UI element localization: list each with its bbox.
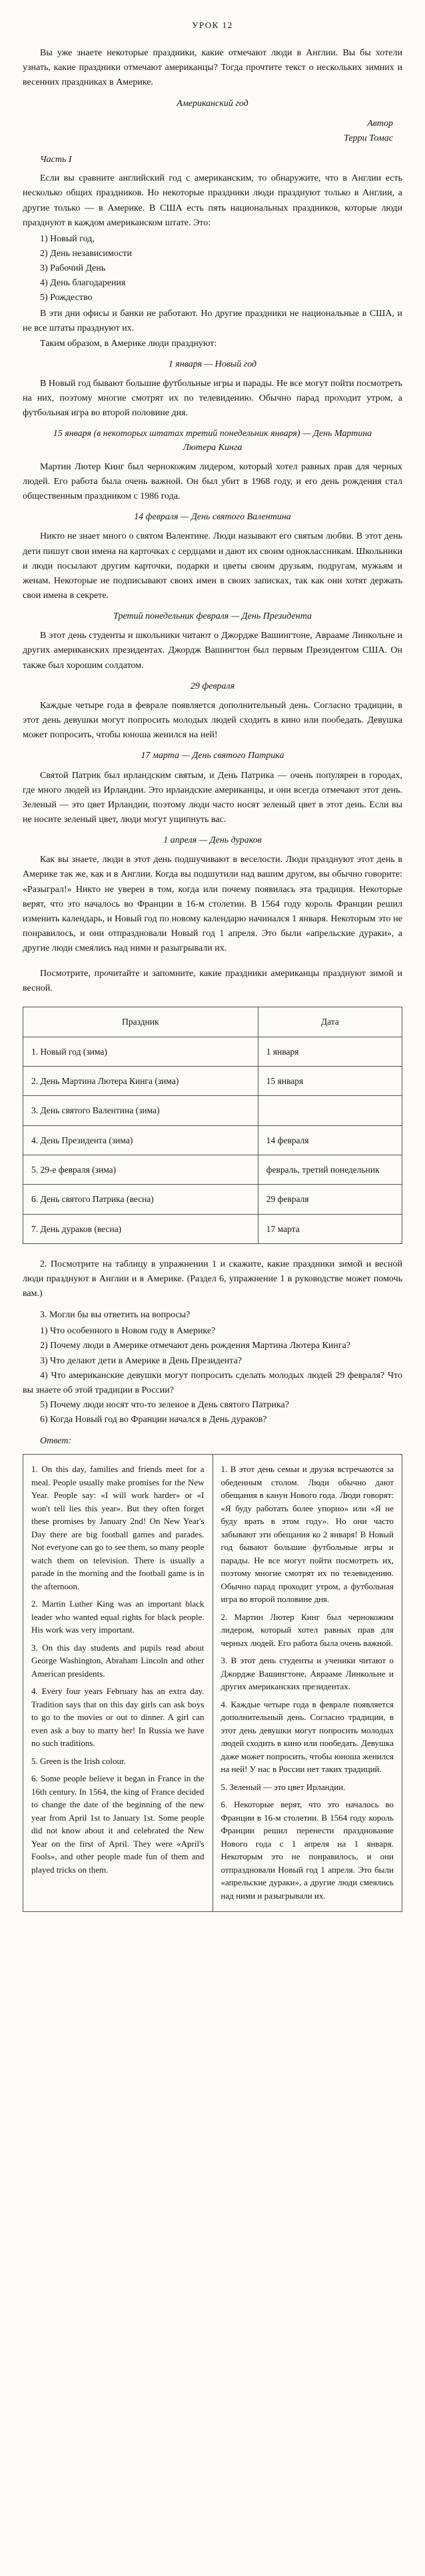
date-cell: 14 февраля: [258, 1125, 402, 1155]
table-row: [23, 1125, 402, 1155]
question-item: 4) Что американские девушки могут попросить сделать молодых людей 29 февраля? Что вы знаете об этой традиции в России?: [23, 1370, 402, 1395]
paragraph-february-29: Каждые четыре года в феврале появляется дополнительный день. Согласно традиции, в этот день девушки могут попросить молодых людей сходить в кино или пообедать. Девушка может попросить, чтобы юноша женился на ней!: [23, 700, 402, 741]
answer-paragraph-en: 4. Every four years February has an extra day. Tradition says that on this day girls can ask boys to go to the movies or out to dinner. A girl can even ask a boy to marry her! In Russia we have no such traditions.: [31, 1686, 205, 1749]
task-paragraph: Посмотрите, прочитайте и запомните, какие праздники американцы празднуют зимой и весной.: [23, 969, 402, 994]
date-heading-new-year: 1 января — Новый год: [168, 359, 257, 369]
holiday-cell: 6. День святого Патрика (весна): [23, 1185, 258, 1214]
table-header-date: Дата: [258, 1007, 402, 1037]
answer-paragraph-ru: 6. Некоторые верят, что это началось во Франции в 16-м столетии. В 1564 году король Франции решил перенести празднование Нового года с 1 апреля на 1 января. Некоторым это не понравилось, и они отпраздновали Новый год 1 апреля. Это были «апрельские дураки», а другие люди смеялись над ними и разыгрывали их.: [220, 1799, 394, 1901]
date-cell: [258, 1096, 402, 1125]
date-cell: 15 января: [258, 1066, 402, 1095]
holiday-cell: 5. 29-е февраля (зима): [23, 1155, 258, 1184]
intro-paragraph: Вы уже знаете некоторые праздники, какие отмечают люди в Англии. Вы бы хотели узнать, какие праздники отмечают американцы? Тогда прочтите текст о нескольких зимних и весенних праздниках в Америке.: [23, 47, 402, 87]
date-heading-presidents-day: Третий понедельник февраля — День Президента: [113, 611, 312, 621]
holiday-cell: 3. День святого Валентина (зима): [23, 1096, 258, 1125]
paragraph-presidents-day: В этот день студенты и школьники читают о Джордже Вашингтоне, Аврааме Линкольне и других американских президентах. Джордж Вашингтон был первым Президентом США. Он также был хорошим солдатом.: [23, 631, 402, 671]
date-cell: февраль, третий понедельник: [258, 1155, 402, 1184]
doc-title: Американский год: [177, 98, 248, 109]
author-block: [23, 117, 402, 146]
paragraph-compare-years: Если вы сравните английский год с американским, то обнаружите, что в Англии есть несколько общих праздников. Но некоторые праздники люди празднуют только в Англии, а другие только — в Америке. В США есть пять национальных праздников, которые люди празднуют в каждом американском штате. Это:: [23, 173, 402, 228]
date-cell: 1 января: [258, 1037, 402, 1066]
author-name: Терри Томас: [344, 133, 393, 144]
date-heading-february-29: 29 февраля: [190, 681, 235, 691]
list-item-independence-day: 2) День независимости: [40, 248, 132, 259]
holiday-cell: 2. День Мартина Лютера Кинга (зима): [23, 1066, 258, 1095]
part-label: Часть I: [40, 155, 72, 165]
table-row: [23, 1037, 402, 1066]
lesson-header: УРОК 12: [192, 20, 233, 30]
holiday-cell: 1. Новый год (зима): [23, 1037, 258, 1066]
question-item: 1) Что особенного в Новом году в Америке?: [40, 1326, 216, 1337]
answer-paragraph-en: 2. Martin Luther King was an important black leader who wanted equal rights for black people. His work was very important.: [31, 1599, 205, 1635]
question-item: 3) Что делают дети в Америке в День Президента?: [40, 1355, 242, 1366]
table-header-holiday: Праздник: [23, 1007, 258, 1037]
answer-paragraph-ru: 3. В этот день студенты и ученики читают о Джордже Вашингтоне, Аврааме Линкольне и других американских президентах.: [220, 1655, 394, 1692]
answer-paragraph-en: 1. On this day, families and friends meet for a meal. People usually make promises for the New Year. People say: «I will work harder» or «I won't tell lies this year». But they often forget these promises by January 2nd! On New Year's Day there are big football games and parades. Not everyone can go to see them, so many people watch them on television. There is usually a parade in the morning and the football game is in the afternoon.: [31, 1464, 205, 1591]
question-item: 5) Почему люди носят что-то зеленое в День святого Патрика?: [40, 1399, 289, 1410]
answers-russian-column: [212, 1455, 402, 1912]
answer-paragraph-en: 5. Green is the Irish colour.: [31, 1755, 126, 1766]
answers-english-column: [23, 1455, 213, 1912]
list-item-labor-day: 3) Рабочий День: [40, 263, 106, 273]
answer-paragraph-ru: 2. Мартин Лютер Кинг был чернокожим лидером, который хотел равных прав для черных людей. Его работа была очень важной.: [220, 1611, 394, 1648]
answer-paragraph-ru: 4. Каждые четыре года в феврале появляется дополнительный день. Согласно традиции, в этот день девушки могут попросить молодых людей сходить в кино или пообедать. Девушка даже может попросить, чтобы юноша женился на ней! У нас в России нет таких традиций.: [220, 1699, 394, 1775]
paragraph-fools-day: Как вы знаете, люди в этот день подшучивают в веселости. Люди празднуют этот день в Америке так же, как и в Англии. Когда вы подшутили над вашим другом, вы обычно говорите: «Разыграл!» Никто не уверен в том, когда или почему появилась эта традиция. Некоторые верят, что это началось во Франции в 16-м столетии. В 1564 году король Франции решил изменить календарь, и Новый год по новому календарю начинался 1 января. Некоторым это не понравилось, и они отпраздновали Новый год 1 апреля. Это были «апрельские дураки», а другие люди смеялись над ними и разыгрывали их.: [23, 855, 402, 953]
answer-paragraph-ru: 5. Зеленый — это цвет Ирландии.: [220, 1781, 346, 1792]
table-row: [23, 1096, 402, 1125]
paragraph-new-year: В Новый год бывают большие футбольные игры и парады. Не все могут пойти посмотреть на них, поэтому многие смотрят их по телевидению. Обычно парад проходит утром, а футбольная игра во второй половине дня.: [23, 378, 402, 419]
answers-row: [23, 1455, 402, 1912]
holiday-cell: 4. День Президента (зима): [23, 1125, 258, 1155]
table-row: [23, 1214, 402, 1243]
paragraph-mlk-day: Мартин Лютер Кинг был чернокожим лидером, который хотел равных прав для черных людей. Его работа была очень важной. Он был убит в 1968 году, и его день рождения стал общественным праздником с 1986 года.: [23, 461, 402, 502]
date-heading-valentine-day: 14 февраля — День святого Валентина: [134, 512, 291, 523]
paragraph-st-patricks-day: Святой Патрик был ирландским святым, и День Патрика — очень популярен в городах, где много людей из Ирландии. Это ирландские американцы, и они всегда отмечают этот день. Зеленый — это цвет Ирландии, поэтому люди часто носят зеленый цвет в этот день. Если вы не носите зеленый цвет, люди могут ущипнуть вас.: [23, 770, 402, 825]
date-cell: 17 марта: [258, 1214, 402, 1243]
table-row: [23, 1155, 402, 1184]
questions-list: [23, 1324, 402, 1427]
holiday-cell: 7. День дураков (весна): [23, 1214, 258, 1243]
answers-table: [23, 1454, 402, 1912]
list-item-thanksgiving: 4) День благодарения: [40, 278, 126, 289]
date-heading-mlk-day: 15 января (в некоторых штатах третий понедельник января) — День Мартина Лютера Кинга: [53, 429, 372, 453]
answers-label: Ответ:: [40, 1436, 72, 1447]
date-cell: 29 февраля: [258, 1185, 402, 1214]
list-item-new-year: 1) Новый год,: [40, 233, 95, 244]
paragraph-valentine-day: Никто не знает много о святом Валентине. Люди называют его святым любви. В этот день дети пишут свои имена на карточках с сердцами и дают их своим одноклассникам. Школьники и люди посылают другим карточки, подарки и цветы своим друзьям, подругам, мужьям и женам. Некоторые не подписывают своих имен в своих записках, так как они хотят держать свои имена в секрете.: [23, 531, 402, 601]
date-heading-st-patricks-day: 17 марта — День святого Патрика: [141, 751, 284, 761]
question-item: 2) Почему люди в Америке отмечают день рождения Мартина Лютера Кинга?: [40, 1341, 351, 1351]
answer-paragraph-en: 6. Some people believe it began in France in the 16th century. In 1564, the king of France decided to change the date of the beginning of the new year from April 1st to January 1st. Some people did not know about it and celebrated the New Year on the first of April. They were «April's Fools», and other people made fun of them and played tricks on them.: [31, 1773, 205, 1875]
answer-paragraph-ru: 1. В этот день семьи и друзья встречаются за обеденным столом. Люди обычно дают обещания в канун Нового года. Люди говорят: «Я буду работать более упорно» или «Я не буду врать в этом году». Но они часто забывают эти обещания ко 2 января! В Новый год бывают большие футбольные игры и парады. Не все могут пойти посмотреть их, поэтому многие смотрят их по телевидению. Обычно парад проходит утром, а футбольная игра во второй половине дня.: [220, 1464, 394, 1605]
paragraph-thus-celebrate: Таким образом, в Америке люди празднуют:: [40, 338, 217, 349]
date-heading-fools-day: 1 апреля — День дураков: [163, 835, 262, 845]
table-header-row: [23, 1007, 402, 1037]
author-label: Автор: [367, 118, 393, 129]
list-item-christmas: 5) Рождество: [40, 293, 93, 303]
question-item: 6) Когда Новый год во Франции начался в День дураков?: [40, 1414, 267, 1425]
exercise-2-paragraph: 2. Посмотрите на таблицу в упражнении 1 и скажите, какие праздники зимой и весной люди празднуют в Англии и в Америке. (Раздел 6, упражнение 1 в руководстве может помочь вам.): [23, 1259, 402, 1299]
holidays-table: [23, 1007, 402, 1244]
table-row: [23, 1066, 402, 1095]
table-row: [23, 1185, 402, 1214]
national-holidays-list: [23, 232, 402, 306]
paragraph-offices-closed: В эти дни офисы и банки не работают. Но другие праздники не национальные в США, и не все штаты празднуют их.: [23, 309, 402, 334]
answer-paragraph-en: 3. On this day students and pupils read about George Washington, Abraham Lincoln and other American presidents.: [31, 1642, 205, 1679]
exercise-3-title: 3. Могли бы вы ответить на вопросы?: [40, 1310, 191, 1321]
